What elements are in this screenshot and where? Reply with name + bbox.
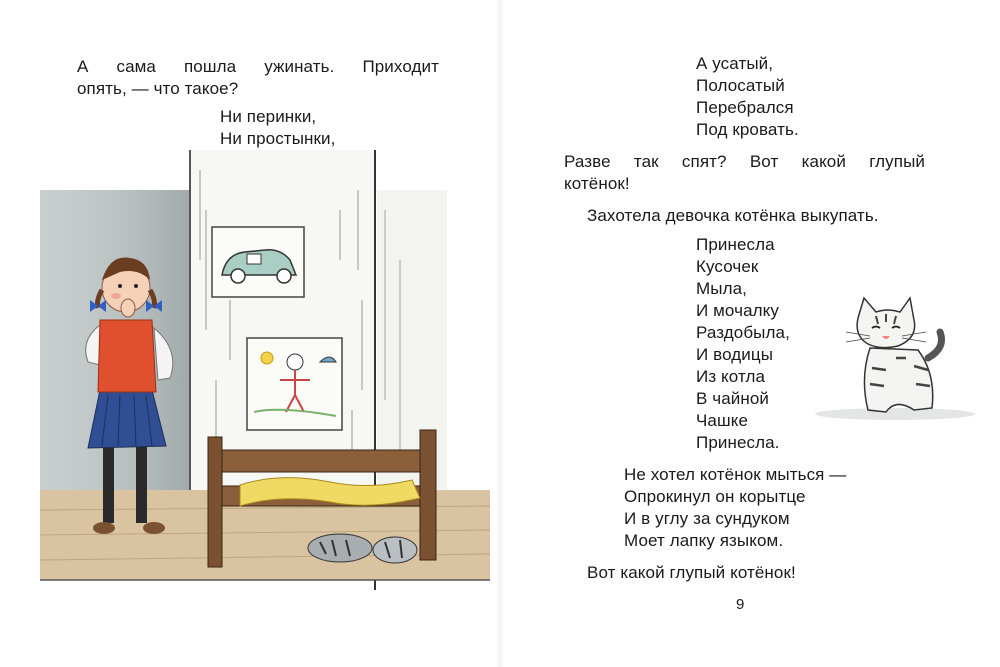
verse-line: В чайной [696, 389, 770, 408]
kitten-illustration [810, 288, 980, 428]
room-illustration [40, 150, 490, 590]
child-drawing [247, 338, 342, 430]
verse-line: Принесла. [696, 433, 780, 452]
paragraph-1-line-1: Разве так спят? Вот какой глупый [564, 152, 925, 171]
verse-line: Раздобыла, [696, 323, 790, 342]
verse-right-1 [696, 53, 799, 141]
verse-line: Ни перинки, [220, 107, 317, 126]
page-number: 9 [736, 596, 745, 613]
verse-line: Чашке [696, 411, 749, 430]
verse-line: Ни простынки, [220, 129, 336, 148]
intro-line-2: опять, — что такое? [77, 79, 239, 98]
verse-line: Опрокинул он корытце [624, 487, 806, 506]
paragraph-2: Захотела девочка котёнка выкупать. [587, 206, 879, 225]
paragraph-1 [564, 151, 925, 195]
final-line: Вот какой глупый котёнок! [587, 563, 796, 582]
verse-line: Не хотел котёнок мыться — [624, 465, 847, 484]
verse-line: И водицы [696, 345, 774, 364]
verse-right-2 [696, 234, 790, 454]
verse-line: Принесла [696, 235, 775, 254]
right-page [500, 0, 1000, 667]
verse-line: И мочалку [696, 301, 779, 320]
verse-line: Из котла [696, 367, 766, 386]
verse-line: Мыла, [696, 279, 747, 298]
verse-line: Полосатый [696, 76, 785, 95]
verse-right-3 [624, 464, 846, 552]
car-drawing [212, 227, 304, 297]
verse-line: Кусочек [696, 257, 759, 276]
intro-paragraph [77, 56, 439, 100]
kitten-shadow [815, 408, 975, 420]
verse-line: Моет лапку языком. [624, 531, 784, 550]
verse-line: А усатый, [696, 54, 774, 73]
kitten-head [857, 298, 915, 348]
verse-line: Перебрался [696, 98, 794, 117]
verse-line: Под кровать. [696, 120, 799, 139]
intro-line-1: А сама пошла ужинать. Приходит [77, 57, 439, 76]
verse-line: И в углу за сундуком [624, 509, 790, 528]
paragraph-1-line-2: котёнок! [564, 174, 630, 193]
